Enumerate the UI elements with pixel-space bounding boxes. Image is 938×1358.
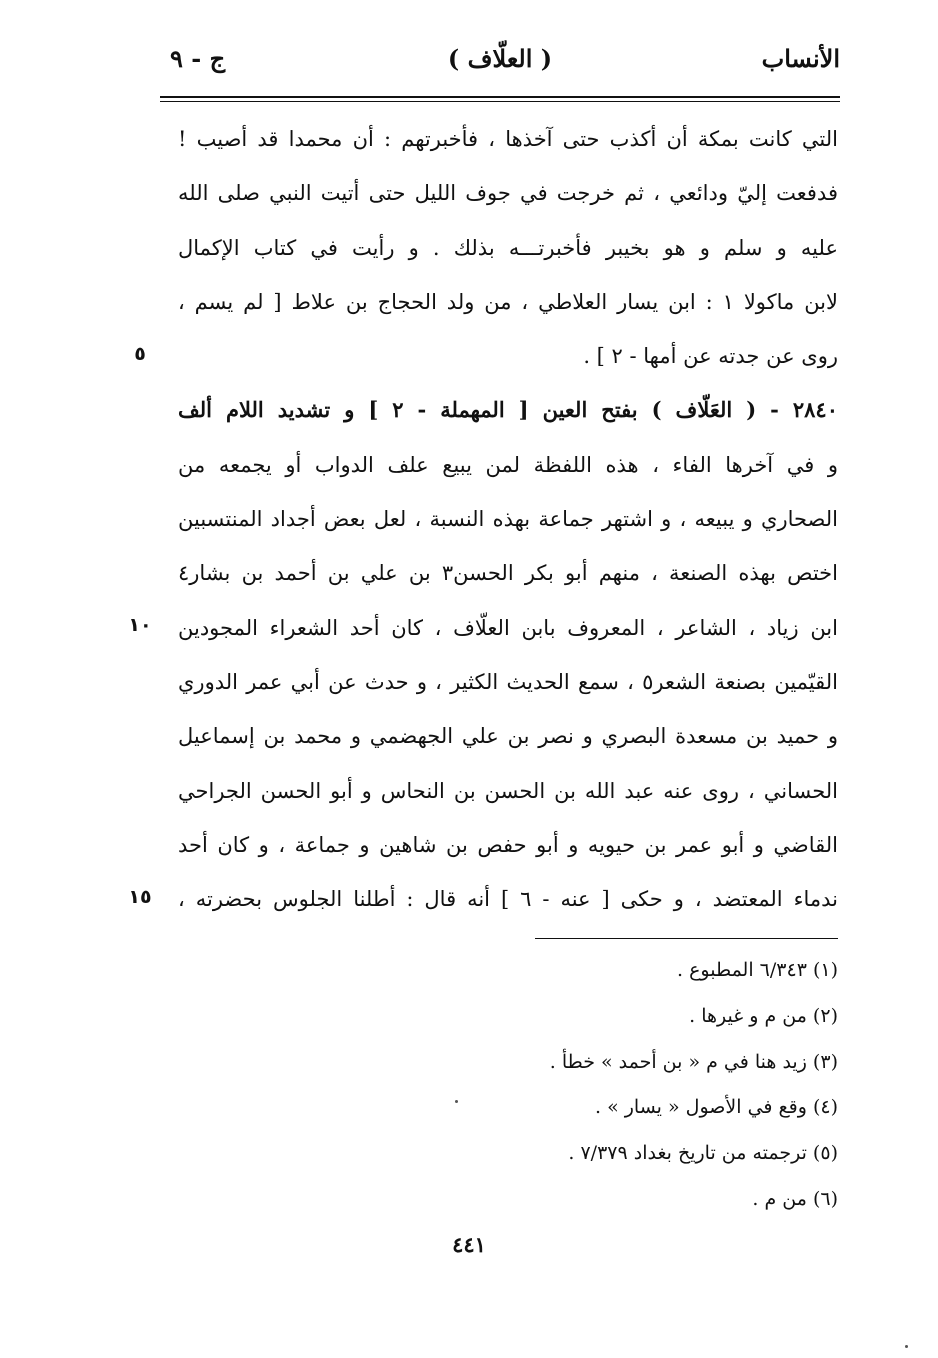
footnotes: [178, 948, 838, 1223]
footnote: (١) ٦/٣٤٣ المطبوع .: [677, 959, 838, 981]
running-title-book: الأنساب: [761, 44, 840, 73]
footnote-separator: [535, 938, 838, 939]
text-line: ابن زياد ، الشاعر ، المعروف بابن العلّاف ، كان أحد الشعراء المجودين: [178, 615, 838, 640]
text-line: عليه و سلم و هو بخيبر فأخبرتـــه بذلك . و رأيت في كتاب الإكمال: [178, 235, 838, 260]
line-number-15: ١٥: [128, 886, 152, 908]
text-line: اختص بهذه الصنعة ، منهم أبو بكر الحسن٣ بن علي بن أحمد بن بشار٤: [178, 561, 838, 586]
main-text: [178, 112, 838, 926]
page-number: ٤٤١: [452, 1232, 486, 1257]
running-title-entry: ( العلّاف ): [447, 44, 553, 73]
text-line: و حميد بن مسعدة البصري و نصر بن علي الجهضمي و محمد بن إسماعيل: [178, 724, 838, 749]
volume-indicator: ج - ٩: [170, 44, 226, 73]
footnote: (٣) زيد هنا في م « بن أحمد » خطأ .: [549, 1050, 838, 1073]
line-number-10: ١٠: [128, 614, 152, 636]
header-rule-thin: [160, 101, 840, 102]
text-line: التي كانت بمكة أن أكذب حتى آخذها ، فأخبرتهم : أن محمدا قد أصيب !: [178, 127, 838, 151]
text-line: لابن ماكولا ١ : ابن يسار العلاطي ، من ولد الحجاج بن علاط [ لم يسم ،: [178, 289, 838, 314]
footnote: (٢) من م و غيرها .: [689, 1004, 838, 1027]
text-line: روى عن جدته عن أمها - ٢ ] .: [583, 344, 838, 369]
footnote: (٦) من م .: [752, 1187, 838, 1210]
text-line: القيّمين بصنعة الشعر٥ ، سمع الحديث الكثير ، و حدث عن أبي عمر الدوري: [178, 669, 838, 694]
header-rule-thick: [160, 96, 840, 98]
page-header: [160, 44, 840, 84]
scan-speck: [905, 1345, 908, 1348]
footnote: (٤) وقع في الأصول « يسار » .: [595, 1096, 838, 1119]
footnote: (٥) ترجمته من تاريخ بغداد ٧/٣٧٩ .: [568, 1142, 838, 1165]
line-number-5: ٥: [134, 343, 146, 365]
text-line: و في آخرها الفاء ، هذه اللفظة لمن يبيع علف الدواب أو يجمعه من: [178, 452, 838, 477]
text-line: الحساني ، روى عنه عبد الله بن الحسن بن النحاس و أبو الحسن الجراحي: [178, 778, 838, 803]
text-line: فدفعت إليّ ودائعي ، ثم خرجت في جوف الليل حتى أتيت النبي صلى الله: [178, 181, 838, 206]
text-line: القاضي و أبو عمر بن حيويه و أبو حفص بن شاهين و جماعة ، و كان أحد: [178, 832, 838, 857]
entry-heading-line: ٢٨٤٠ - ( العَلّاف ) بفتح العين [ المهملة - ٢ ] و تشديد اللام ألف: [178, 397, 838, 423]
text-line: ندماء المعتضد ، و حكى [ عنه - ٦ ] أنه قال : أطلنا الجلوس بحضرته ،: [178, 887, 838, 912]
scan-speck: [455, 1100, 458, 1103]
text-line: الصحاري و يبيعه ، و اشتهر جماعة بهذه النسبة ، لعل بعض أجداد المنتسبين: [178, 507, 838, 532]
